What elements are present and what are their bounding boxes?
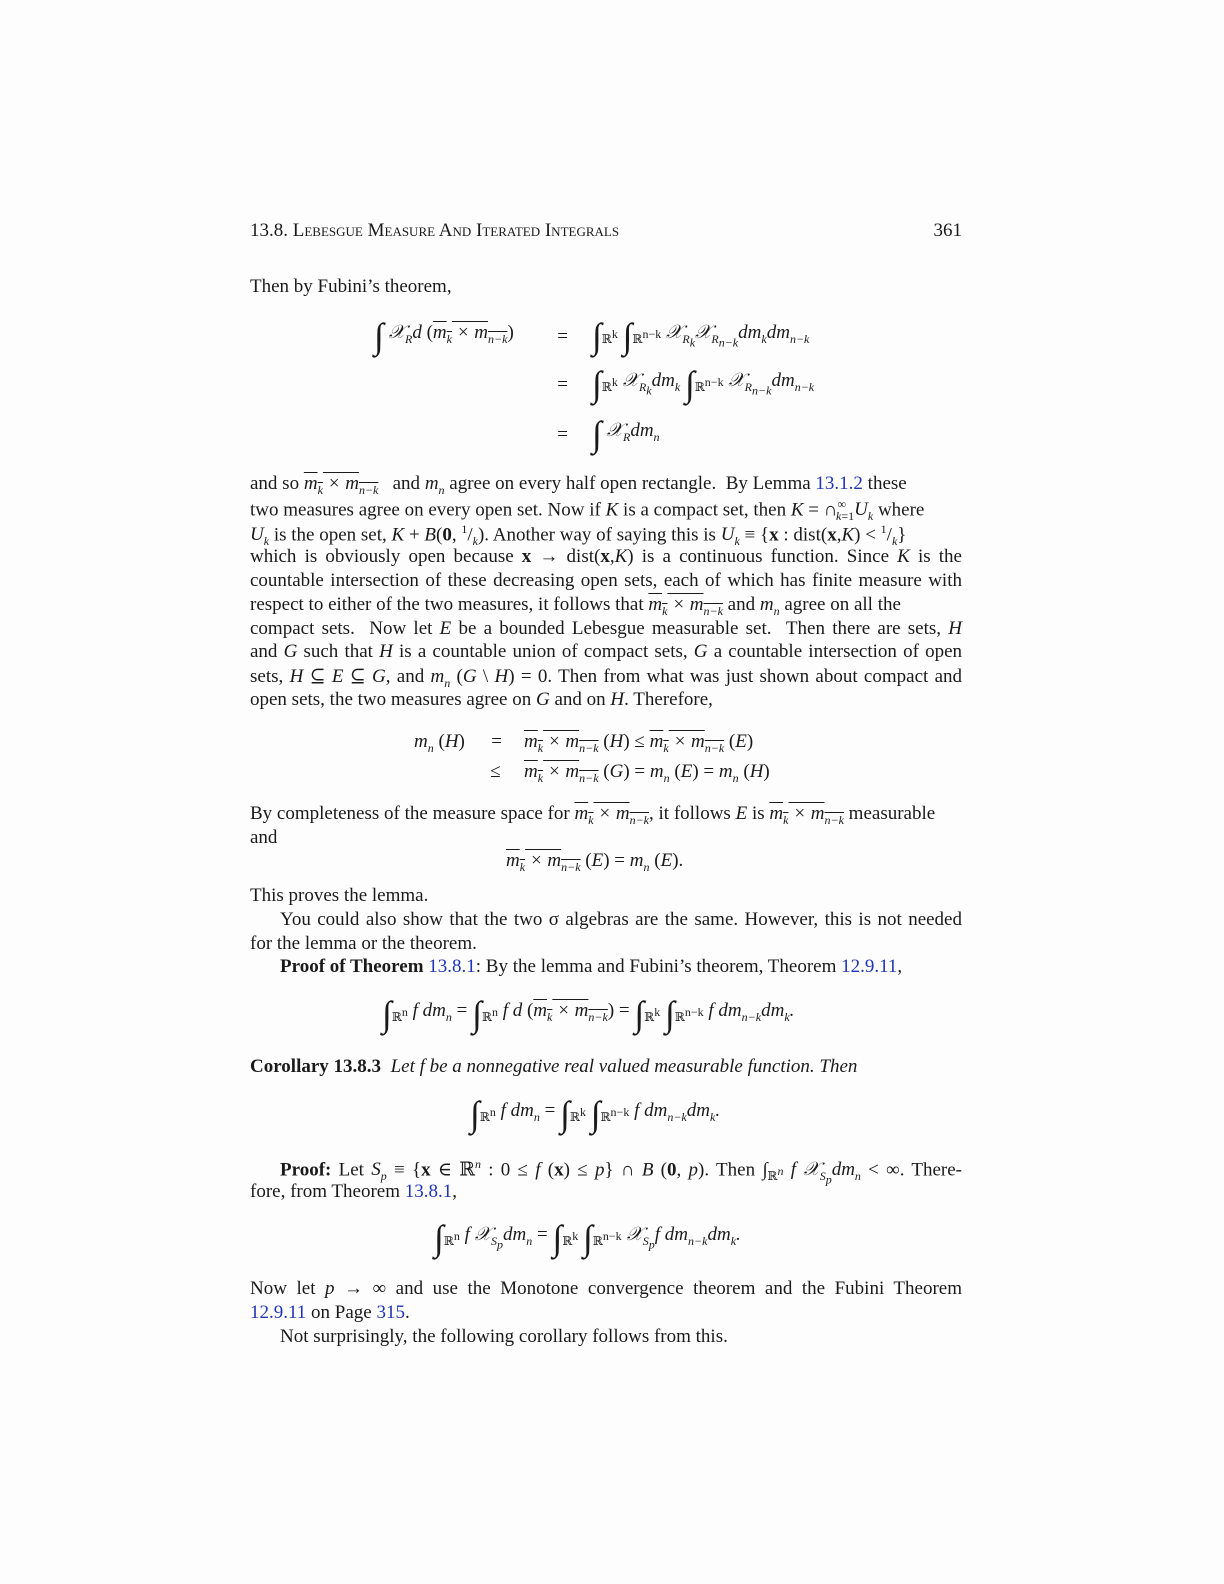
- p8: Not surprisingly, the following corollary follows from this.: [280, 1326, 728, 1347]
- page-link[interactable]: 315: [376, 1302, 405, 1323]
- p2-line-6: respect to either of the two measures, it follows that $m_k \times m_{n-k}$ and $m_n$ agree on all the: [250, 594, 901, 618]
- p3-line-1: By completeness of the measure space for $m_k \times m_{n-k}$, it follows E is $m_k \times m_{n-k}$ measurable: [250, 803, 936, 827]
- p2-line-1: and so $m_k \times m_{n-k}$ and $m_n$ agree on every half open rectangle. By Lemma 13.1.2 these: [250, 473, 907, 497]
- lemma-link[interactable]: 13.1.2: [815, 473, 863, 494]
- p2-line-5: countable intersection of these decreasing open sets, each of which has finite measure with: [250, 570, 962, 591]
- equation-corollary: $\int_{ℝ^n}$ f $dm_n = \int_{ℝ^k}$ $\int_{ℝ^{n-k}}$ f $dm_{n-k}dm_k$.: [470, 1094, 721, 1134]
- eq2-rel-1: =: [490, 731, 503, 752]
- p6: Proof of Theorem 13.8.1: By the lemma and Fubini’s theorem, Theorem 12.9.11,: [280, 956, 903, 977]
- theorem-link[interactable]: 13.8.1: [428, 956, 476, 977]
- eq1-line-2: $\int_{ℝ^k}$ $𝒳_{R_k}dm_k$ $\int_{ℝ^{n-k}}$ $𝒳_{R_{n-k}}dm_{n-k}$: [592, 364, 815, 404]
- eq1-lhs: ∫ 𝒳$_R$d $(m_k \times m_{n-k})$: [374, 316, 514, 356]
- p2-line-4: which is obviously open because x → dist(x,K) is a continuous function. Since K is the: [250, 546, 962, 567]
- proof-line-2: fore, from Theorem 13.8.1,: [250, 1181, 458, 1202]
- eq1-line-1: $\int_{ℝ^k}$ $\int_{ℝ^{n-k}}$ $𝒳_{R_k}𝒳_{R_{n-k}}dm_kdm_{n-k}$: [592, 316, 810, 356]
- p3-line-2: and: [250, 827, 278, 848]
- eq1-rel-3: =: [556, 424, 569, 445]
- p7-line-2: 12.9.11 on Page 315.: [250, 1302, 410, 1323]
- p4: This proves the lemma.: [250, 885, 429, 906]
- equation-theorem-proof: $\int_{ℝ^n}$ f $dm_n = \int_{ℝ^n}$ f d $(m_k \times m_{n-k}) = \int_{ℝ^k}$ $\int_{ℝ^{n-k}}$ f $dm_{n-k}dm_k$.: [382, 994, 795, 1034]
- page-number: 361: [933, 220, 962, 241]
- theorem-link-2[interactable]: 12.9.11: [841, 956, 898, 977]
- proof-line-1: Proof: Let $S_p \equiv \{x$ ∈ ℝ$^n$ : 0 ≤ f (x) ≤ p} ∩ B (0, p). Then $\int_{ℝ^n}$ f $𝒳_{S_p}dm_n$ < ∞. There-: [280, 1157, 963, 1187]
- eq2-rel-2: ≤: [490, 761, 501, 782]
- p2-line-7: compact sets. Now let E be a bounded Lebesgue measurable set. Then there are sets, H: [250, 618, 962, 639]
- theorem-link-3[interactable]: 13.8.1: [404, 1181, 453, 1202]
- p2-line-3: $U_k$ is the open set, K + B(0, $^1/_k$). Another way of saying this is $U_k \equiv \{x$ : dist(x,K) < $^1/_k$}: [250, 522, 907, 549]
- theorem-link-4[interactable]: 12.9.11: [250, 1302, 307, 1323]
- fubini-intro: Then by Fubini’s theorem,: [250, 276, 452, 297]
- corollary: Corollary 13.8.3 Let f be a nonnegative real valued measurable function. Then: [250, 1056, 858, 1077]
- p2-line-10: open sets, the two measures agree on G and on H. Therefore,: [250, 689, 713, 710]
- p5-line-2: for the lemma or the theorem.: [250, 933, 477, 954]
- equation-completeness: $m_k \times m_{n-k}$ $(E) = m_n$ (E).: [506, 850, 684, 874]
- running-header: [250, 220, 962, 242]
- eq1-rel-2: =: [556, 374, 569, 395]
- section-title: 13.8. Lebesgue Measure And Iterated Integrals: [250, 220, 620, 241]
- p7-line-1: Now let p → ∞ and use the Monotone convergence theorem and the Fubini Theorem: [250, 1278, 962, 1299]
- eq1-line-3: ∫ $𝒳_Rdm_n$: [592, 414, 660, 454]
- equation-proof: $\int_{ℝ^n}$ f $𝒳_{S_p}dm_n = \int_{ℝ^k}$ $\int_{ℝ^{n-k}}$ 𝒳$_{S_p}$f $dm_{n-k}dm_k$.: [434, 1218, 741, 1258]
- p5-line-1: You could also show that the two σ algebras are the same. However, this is not needed: [280, 909, 962, 930]
- p2-line-2: two measures agree on every open set. Now if K is a compact set, then $K = \cap^\infty_{k=1}U_k$ where: [250, 497, 925, 524]
- p2-line-8: and G such that H is a countable union of compact sets, G a countable intersection of open: [250, 641, 962, 662]
- eq2-lhs: $m_n$ (H): [414, 731, 465, 755]
- eq1-rel-1: =: [556, 326, 569, 347]
- p2-line-9: sets, H ⊆ E ⊆ G, and $m_n$ (G \ H) = 0. Then from what was just shown about compact and: [250, 666, 963, 690]
- eq2-rhs-1: $m_k \times m_{n-k}$ $(H) \le m_k \times m_{n-k}$ (E): [524, 731, 754, 755]
- eq2-rhs-2: $m_k \times m_{n-k}$ $(G) = m_n$ $(E) = m_n$ (H): [524, 761, 770, 785]
